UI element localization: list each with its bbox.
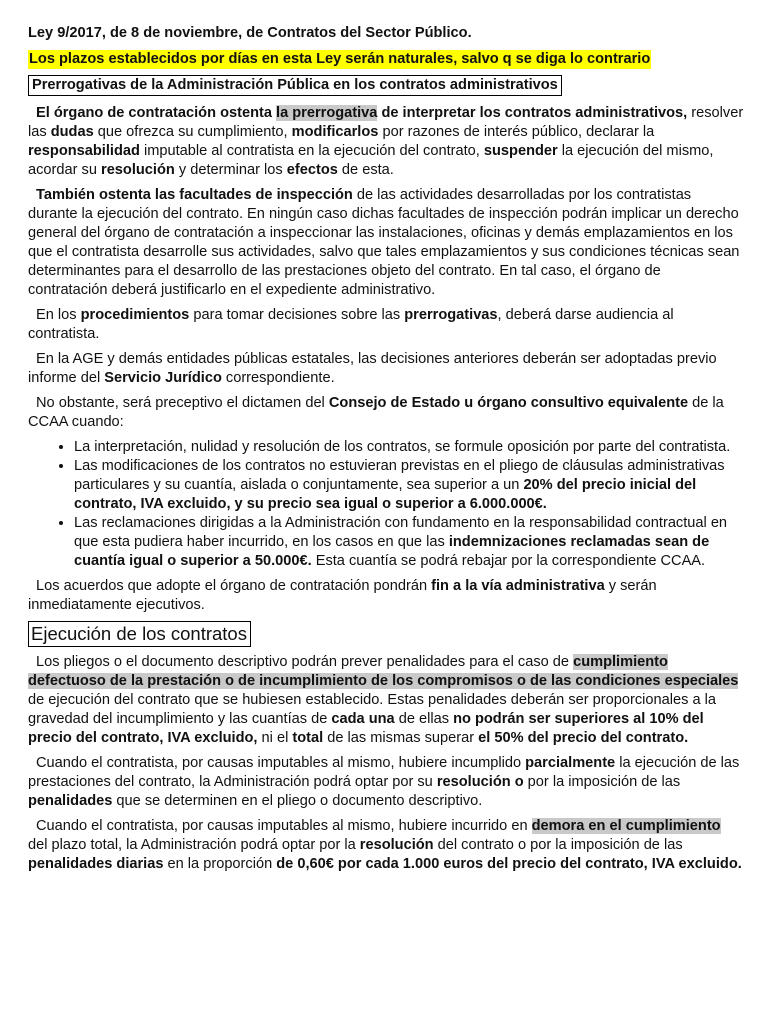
text-run: resolver las — [28, 105, 744, 140]
text-run: La interpretación, nulidad y resolución de los contratos, se formule oposición por parte del contratista. — [74, 439, 731, 455]
bold-term: resolución o — [436, 774, 524, 790]
text-run: de interpretar los contratos administrativos, — [377, 105, 688, 121]
text-run: que se determinen en el pliego o documento descriptivo. — [112, 793, 483, 809]
text-run: , deberá darse audiencia al contratista. — [28, 307, 674, 342]
paragraph-consejo-estado — [28, 394, 744, 432]
highlight-note-text: Los plazos establecidos por días en esta Ley serán naturales, salvo q se diga lo contrario — [29, 51, 651, 67]
dictamen-cases-list — [28, 438, 744, 571]
text-run: correspondiente. — [221, 370, 335, 386]
bold-term: cada una — [331, 711, 395, 727]
text-run: de ejecución del contrato que se hubiesen establecido. Estas penalidades deberán ser proporcionales a la gravedad del incumplimiento y las cuantías de — [28, 692, 716, 727]
paragraph-inspeccion — [28, 186, 744, 300]
document-title: Ley 9/2017, de 8 de noviembre, de Contratos del Sector Público. — [28, 25, 472, 41]
paragraph-incumplimiento-parcial — [28, 754, 744, 811]
bold-term: resolución — [359, 837, 434, 853]
paragraph-age — [28, 350, 744, 388]
bold-term: total — [292, 730, 324, 746]
text-run: El órgano de contratación ostenta — [36, 105, 277, 121]
section2-heading-wrap — [28, 615, 744, 647]
highlighted-term: cumplimiento defectuoso de la prestación o de incumplimiento de los compromisos o de las condiciones especiales — [28, 654, 739, 689]
paragraph-penalidades — [28, 653, 744, 748]
bold-term: de 0,60€ por cada 1.000 euros del precio del contrato, IVA excluido. — [276, 856, 742, 872]
section1-heading-wrap — [28, 69, 744, 96]
highlight-note — [28, 50, 744, 69]
text-run: de las mismas superar — [323, 730, 479, 746]
text-run: la ejecución del mismo, acordar su — [28, 143, 714, 178]
bold-term: fin a la vía administrativa — [431, 578, 605, 594]
text-run: la ejecución de las prestaciones del contrato, la Administración podrá optar por su — [28, 755, 740, 790]
bold-term: modificarlos — [291, 124, 379, 140]
text-run: Las modificaciones de los contratos no estuvieran previstas en el pliego de cláusulas administrativas particulares y su cuantía, aislada o conjuntamente, sea superior a un — [74, 458, 725, 493]
paragraph-prerrogativa — [28, 104, 744, 180]
text-run: Cuando el contratista, por causas imputables al mismo, hubiere incurrido en — [36, 818, 532, 834]
bold-term: resolución — [101, 162, 175, 178]
text-run: que ofrezca su cumplimiento, — [93, 124, 292, 140]
text-run: No obstante, será preceptivo el dictamen del — [36, 395, 329, 411]
bold-term: indemnizaciones reclamadas sean de cuantía igual o superior a 50.000€. — [74, 534, 710, 569]
bold-term: Consejo de Estado u órgano consultivo equivalente — [328, 395, 689, 411]
bold-term: el 50% del precio del contrato. — [478, 730, 689, 746]
paragraph-demora — [28, 817, 744, 874]
text-run: Las reclamaciones dirigidas a la Administración con fundamento en la responsabilidad contractual en que esta pudiera haber incurrido, en los casos en que las — [74, 515, 728, 550]
list-item — [74, 457, 744, 514]
list-item — [74, 438, 744, 457]
bold-term: 20% del precio inicial del contrato, IVA excluido, y su precio sea igual o superior a 6.000.000€. — [74, 477, 697, 512]
bold-term: penalidades — [28, 793, 113, 809]
text-run: imputable al contratista en la ejecución del contrato, — [139, 143, 484, 159]
paragraph-procedimientos — [28, 306, 744, 344]
highlighted-term: la prerrogativa — [276, 105, 378, 121]
bold-term: También ostenta las facultades de inspección — [36, 187, 353, 203]
text-run: de ellas — [394, 711, 454, 727]
bold-term: Servicio Jurídico — [104, 370, 222, 386]
text-run: de las actividades desarrolladas por los contratistas durante la ejecución del contrato. En ningún caso dichas facultades de inspección podrán implicar un derecho general del órgano de contratación a inspeccionar las instalaciones, oficinas y demás emplazamientos en los que el contratista desarrolle sus actividades, salvo que tales emplazamientos y sus condiciones técnicas sean determinantes para el desarrollo de las prestaciones objeto del contrato. En tal caso, el órgano de contratación deberá justificarlo en el expediente administrativo. — [28, 187, 740, 298]
bold-term: responsabilidad — [28, 143, 140, 159]
text-run: de esta. — [337, 162, 394, 178]
text-run: Los pliegos o el documento descriptivo podrán prever penalidades para el caso de — [36, 654, 574, 670]
text-run: ni el — [257, 730, 293, 746]
section-heading-ejecucion: Ejecución de los contratos — [28, 621, 251, 647]
text-run: y serán inmediatamente ejecutivos. — [28, 578, 657, 613]
text-run: para tomar decisiones sobre las — [189, 307, 405, 323]
text-run: en la proporción — [163, 856, 277, 872]
text-run: Esta cuantía se podrá rebajar por la correspondiente CCAA. — [311, 553, 706, 569]
document-page — [28, 24, 744, 874]
bold-term: efectos — [286, 162, 338, 178]
highlighted-term: demora en el cumplimiento — [531, 818, 721, 834]
bold-term: penalidades diarias — [28, 856, 164, 872]
text-run: por razones de interés público, declarar la — [378, 124, 655, 140]
bold-term: suspender — [483, 143, 558, 159]
bold-term: prerrogativas — [404, 307, 498, 323]
text-run: de la CCAA cuando: — [28, 395, 724, 430]
text-run: del contrato o por la imposición de las — [433, 837, 683, 853]
paragraph-acuerdos — [28, 577, 744, 615]
bold-term: no podrán ser superiores al 10% del precio del contrato, IVA excluido, — [28, 711, 704, 746]
text-run: En la AGE y demás entidades públicas estatales, las decisiones anteriores deberán ser adoptadas previo informe del — [28, 351, 717, 386]
text-run: En los — [36, 307, 81, 323]
text-run: Los acuerdos que adopte el órgano de contratación pondrán — [36, 578, 432, 594]
list-item — [74, 514, 744, 571]
text-run: por la imposición de las — [523, 774, 681, 790]
text-run: del plazo total, la Administración podrá optar por la — [28, 837, 360, 853]
bold-term: dudas — [50, 124, 94, 140]
bold-term: procedimientos — [80, 307, 190, 323]
bold-term: parcialmente — [525, 755, 616, 771]
text-run: Cuando el contratista, por causas imputables al mismo, hubiere incumplido — [36, 755, 526, 771]
text-run: y determinar los — [174, 162, 287, 178]
section-heading-prerrogativas: Prerrogativas de la Administración Pública en los contratos administrativos — [28, 75, 562, 96]
